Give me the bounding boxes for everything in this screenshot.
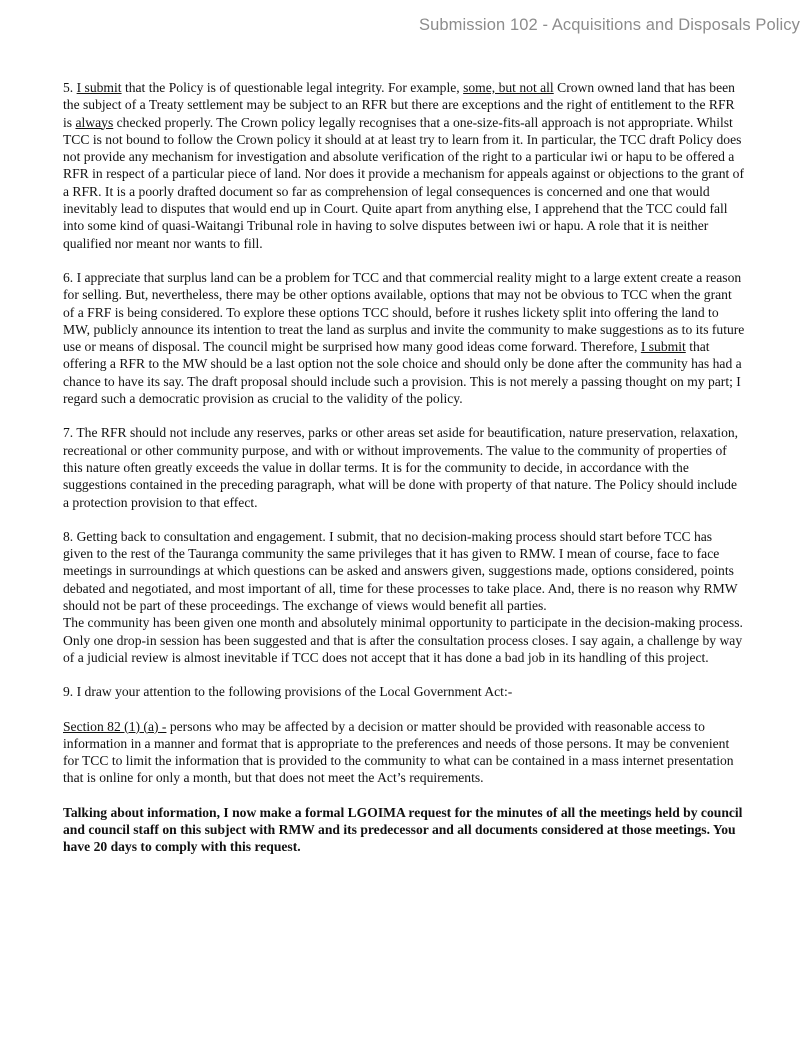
some-but-not-all-underlined: some, but not all — [463, 80, 554, 95]
paragraph-5-text-3: checked properly. The Crown policy legally recognises that a one-size-fits-all approach is not appropriate. Whilst TCC is not bound to follow the Crown policy it should at at least try to learn from it. In particular, the TCC draft Policy does not provide any mechanism for investigation and absolute verification of the right to a particular iwi or hapu to be offered a RFR in respect of a particular piece of land. Nor does it provide a mechanism for appeals against or objections to the grant of a RFR. It is a poorly drafted document so far as comprehension of legal consequences is concerned and one that would inevitably lead to disputes that would end up in Court. Quite apart from anything else, I apprehend that the TCC could fall into some kind of quasi-Waitangi Tribunal role in having to solve disputes between iwi or hapu. A role that it is neither qualified nor meant nor wants to fill. — [63, 114, 744, 251]
paragraph-5-text-1: that the Policy is of questionable legal integrity. For example, — [124, 80, 460, 95]
paragraph-5-text-2: Crown owned land that has been the subject of a Treaty settlement may be subject to an RFR but there are exceptions and the right of entitlement to the RFR is — [63, 80, 735, 130]
paragraph-8-continued: The community has been given one month and absolutely minimal opportunity to participate in the decision-making process. Only one drop-in session has been suggested and that is after the consultation process closes. I say again, a challenge by way of a judicial review is almost inevitable if TCC does not accept that it has done a bad job in its handling of this project. — [63, 615, 743, 665]
always-underlined: always — [75, 114, 114, 130]
document-body — [63, 79, 745, 873]
paragraph-6-text-2: that offering a RFR to the MW should be a last option not the sole choice and should only be done after the community has had a chance to have its say. The draft proposal should include such a provision. This is not merely a passing thought on my part; I regard such a democratic provision as crucial to the validity of the policy. — [63, 339, 742, 407]
i-submit-underlined-2: I submit — [640, 339, 686, 355]
paragraph-5 — [63, 79, 745, 252]
section-82-text: persons who may be affected by a decision or matter should be provided with reasonable access to information in a manner and format that is appropriate to the preferences and needs of those persons. It may be convenient for TCC to limit the information that is provided to the community to what can be contained in a mass internet presentation that is online for only a month, but that does not meet the Act’s requirements. — [63, 718, 734, 786]
paragraph-5-number: 5. — [63, 80, 74, 95]
paragraph-8: 8. Getting back to consultation and engagement. I submit, that no decision-making process should start before TCC has given to the rest of the Tauranga community the same privileges that it has given to RMW. I mean of course, face to face meetings in surroundings at which questions can be asked and answers given, suggestions made, options considered, points debated and negotiated, and most important of all, time for these processes to take place. And, there is no reason why RMW should not be part of these proceedings. The exchange of views would benefit all parties. — [63, 528, 738, 614]
section-82-paragraph — [63, 718, 745, 787]
section-82-reference: Section 82 (1) (a) - — [63, 718, 167, 734]
paragraph-6-text-1: 6. I appreciate that surplus land can be a problem for TCC and that commercial reality might to a large extent create a reason for selling. But, nevertheless, there may be other options available, options that may not be obvious to TCC when the grant of a FRF is being considered. To explore these options TCC should, before it rushes lickety split into offering the land to MW, publicly announce its intention to treat the land as surplus and invite the community to make suggestions as to its future use or means of disposal. The council might be surprised how many good ideas come forward. Therefore, — [63, 269, 745, 355]
lgoima-request: Talking about information, I now make a formal LGOIMA request for the minutes of all the meetings held by council and council staff on this subject with RMW and its predecessor and all documents considered at those meetings. You have 20 days to comply with this request. — [63, 804, 743, 855]
page-header: Submission 102 - Acquisitions and Disposals Policy — [418, 16, 800, 34]
paragraph-9: 9. I draw your attention to the following provisions of the Local Government Act:- — [63, 684, 513, 700]
i-submit-underlined: I submit — [76, 80, 122, 95]
paragraph-7: 7. The RFR should not include any reserves, parks or other areas set aside for beautification, nature preservation, relaxation, recreational or other community purpose, and with or without improvements. The value to the community of properties of this nature often greatly exceeds the value in dollar terms. It is for the community to decide, in accordance with the suggestions contained in the preceding paragraph, what will be done with property of that nature. The Policy should include a protection provision to that effect. — [63, 425, 739, 510]
paragraph-6 — [63, 269, 745, 407]
